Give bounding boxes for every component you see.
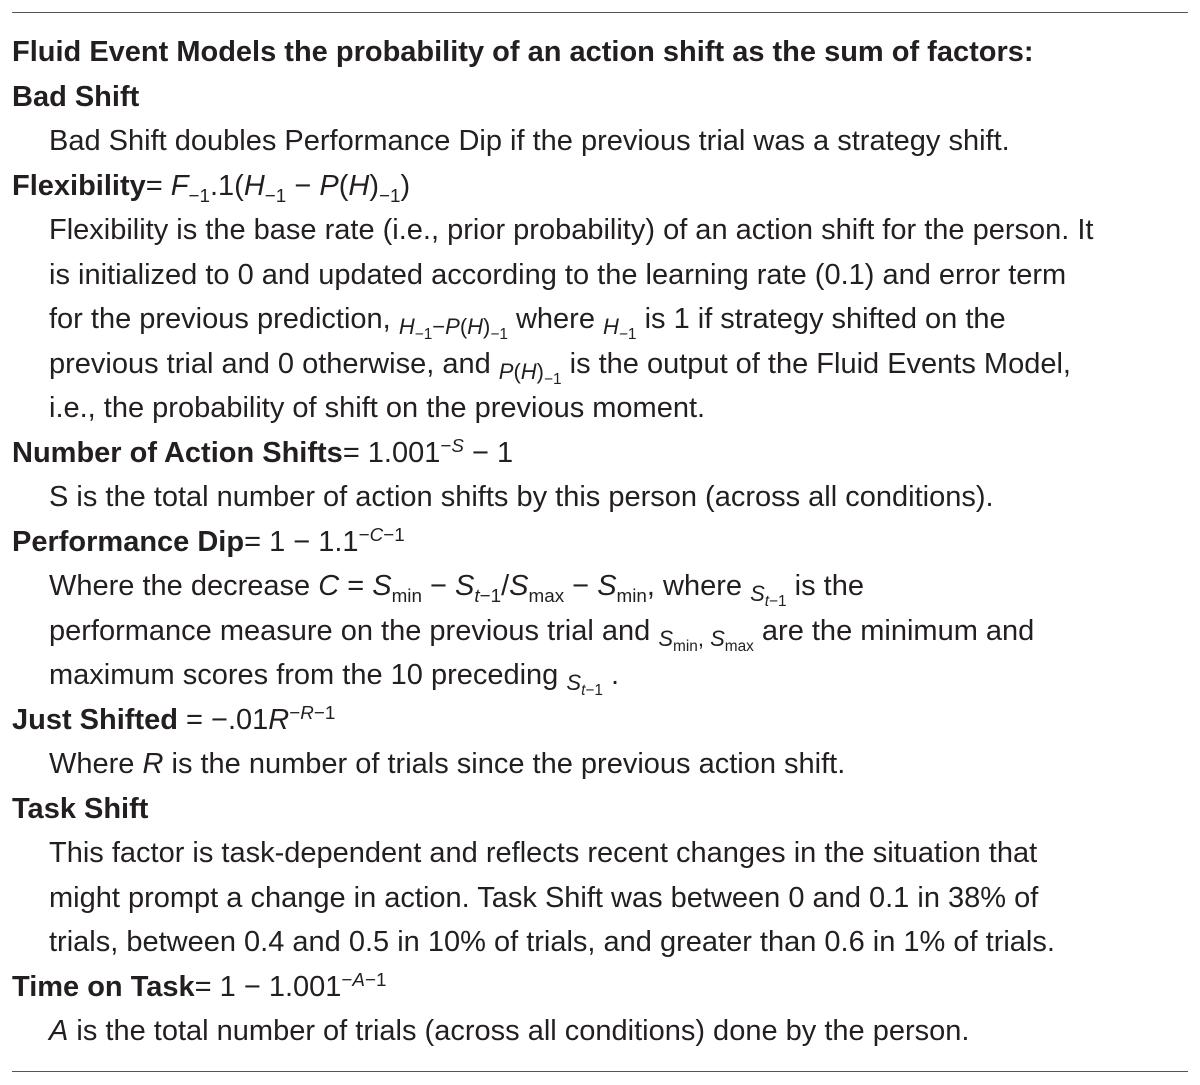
perf-dip-desc-2b: are the minimum and bbox=[761, 615, 1035, 647]
perf-dip-heading bbox=[12, 520, 1200, 564]
just-shifted-desc bbox=[49, 742, 1200, 786]
flexibility-heading bbox=[12, 164, 1200, 208]
num-shifts-desc bbox=[49, 475, 1200, 519]
bad-shift-name: Bad Shift bbox=[12, 81, 140, 113]
num-shifts-formula: = $1.001^{-S} - 1$ bbox=[342, 434, 514, 469]
flexibility-desc-1 bbox=[49, 208, 1200, 252]
just-shifted-name: Just Shifted bbox=[12, 704, 178, 736]
perf-dip-desc-2a: performance measure on the previous trial and bbox=[49, 615, 651, 647]
num-shifts-heading bbox=[12, 431, 1200, 475]
task-shift-desc-1-text: This factor is task-dependent and reflects recent changes in the situation that bbox=[49, 837, 1038, 869]
just-shifted-desc-a: Where bbox=[49, 748, 135, 780]
time-on-task-desc-text: is the total number of trials (across all conditions) done by the person. bbox=[76, 1015, 970, 1047]
r-variable: R bbox=[142, 748, 164, 780]
time-on-task-desc bbox=[49, 1009, 1200, 1053]
time-on-task-name: Time on Task bbox=[12, 971, 195, 1003]
just-shifted-formula: = $-.01R^{-R-1}$ bbox=[186, 701, 336, 736]
task-shift-name: Task Shift bbox=[12, 793, 149, 825]
perf-dip-desc-1c: is the bbox=[794, 570, 864, 602]
num-shifts-name: Number of Action Shifts bbox=[12, 437, 343, 469]
intro-line bbox=[12, 30, 1200, 74]
top-rule bbox=[12, 12, 1188, 13]
time-on-task-heading bbox=[12, 965, 1200, 1009]
perf-dip-desc-3: maximum scores from the 10 preceding $_{S_{t-1}}$ . bbox=[49, 659, 620, 700]
a-variable: A bbox=[49, 1015, 69, 1047]
s-t-minus-1-inline: St−1 bbox=[750, 581, 787, 611]
task-shift-desc-2-text: might prompt a change in action. Task Shift was between 0 and 0.1 in 38% of bbox=[49, 882, 1039, 914]
flexibility-desc-3b: where bbox=[515, 303, 595, 335]
task-shift-desc-3-text: trials, between 0.4 and 0.5 in 10% of trials, and greater than 0.6 in 1% of trials. bbox=[49, 926, 1055, 958]
time-on-task-formula: = $1 - 1.001^{-A-1}$ bbox=[194, 968, 387, 1003]
perf-dip-desc-3-text: maximum scores from the 10 preceding bbox=[49, 659, 559, 691]
flexibility-name: Flexibility bbox=[12, 170, 146, 202]
h-minus-1-inline: H−1 bbox=[603, 314, 637, 344]
smin-smax-inline: Smin, Smax bbox=[658, 626, 754, 656]
num-shifts-desc-text: S is the total number of action shifts by this person (across all conditions). bbox=[49, 481, 994, 513]
just-shifted-heading bbox=[12, 698, 1200, 742]
s-t-minus-1-inline-2: St−1 bbox=[566, 670, 603, 700]
task-shift-desc-3 bbox=[49, 920, 1200, 964]
bad-shift-desc-text: Bad Shift doubles Performance Dip if the previous trial was a strategy shift. bbox=[49, 125, 1010, 157]
error-term-inline: H−1−P(H)−1 bbox=[398, 314, 508, 344]
task-shift-heading bbox=[12, 787, 1200, 831]
flexibility-desc-1-text: Flexibility is the base rate (i.e., prior probability) of an action shift for the person. It bbox=[49, 214, 1094, 246]
flexibility-desc-2-text: is initialized to 0 and updated according to the learning rate (0.1) and error term bbox=[49, 259, 1067, 291]
flexibility-desc-3 bbox=[49, 297, 1200, 344]
flexibility-desc-4a: previous trial and 0 otherwise, and bbox=[49, 348, 491, 380]
perf-dip-desc-2 bbox=[49, 609, 1200, 656]
flexibility-desc-5 bbox=[49, 386, 1200, 430]
perf-dip-desc-1a: Where the decrease bbox=[49, 570, 311, 602]
perf-dip-desc-1b: , where bbox=[646, 570, 743, 602]
perf-dip-formula: = $1 - 1.1^{-C-1}$ bbox=[244, 523, 405, 558]
flexibility-desc-4b: is the output of the Fluid Events Model, bbox=[569, 348, 1071, 380]
flexibility-desc-3c: is 1 if strategy shifted on the bbox=[644, 303, 1006, 335]
flexibility-desc-2 bbox=[49, 253, 1200, 297]
flexibility-desc-3a: for the previous prediction, bbox=[49, 303, 391, 335]
bad-shift-heading bbox=[12, 75, 1200, 119]
task-shift-desc-2 bbox=[49, 876, 1200, 920]
flexibility-desc-5-text: i.e., the probability of shift on the previous moment. bbox=[49, 392, 706, 424]
intro-text: Fluid Event Models the probability of an action shift as the sum of factors: bbox=[12, 36, 1034, 68]
bad-shift-desc bbox=[49, 119, 1200, 163]
decrease-formula: $C = S_{min} - S_{t-1}/S_{max} - S_{min}$ bbox=[318, 570, 647, 606]
perf-dip-desc-1 bbox=[49, 564, 1200, 611]
flexibility-desc-4 bbox=[49, 342, 1200, 389]
task-shift-desc-1 bbox=[49, 831, 1200, 875]
perf-dip-name: Performance Dip bbox=[12, 526, 245, 558]
flexibility-formula: = $F_{-1}.1(H_{-1} - P(H)_{-1})$ bbox=[145, 170, 411, 206]
bottom-rule bbox=[12, 1071, 1188, 1072]
just-shifted-desc-b: is the number of trials since the previous action shift. bbox=[171, 748, 846, 780]
p-h-minus-1-inline: P(H)−1 bbox=[498, 359, 562, 389]
